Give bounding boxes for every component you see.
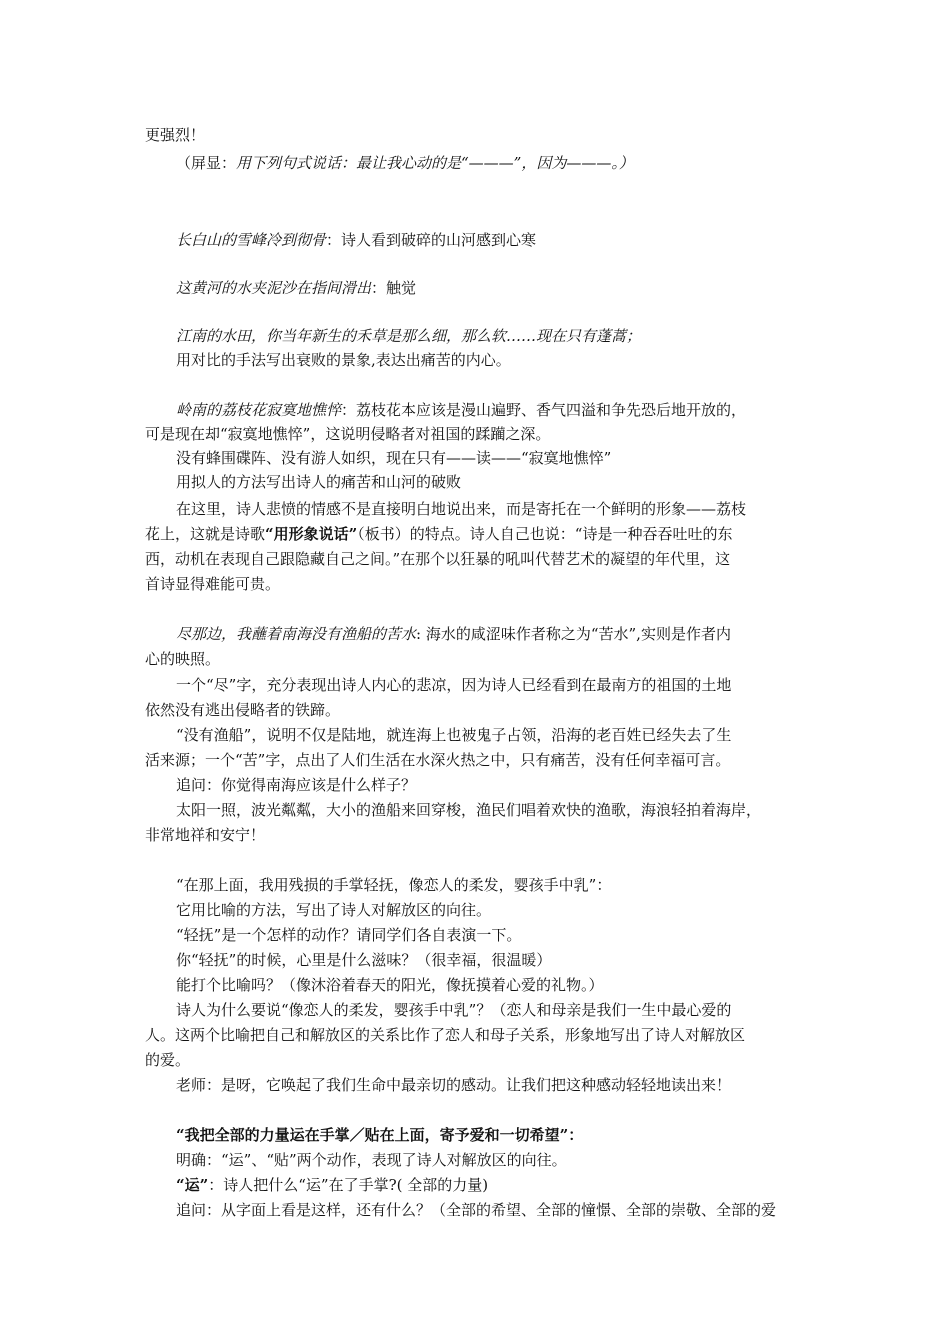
text-line: 一个“尽”字，充分表现出诗人内心的悲凉，因为诗人已经看到在最南方的祖国的土地 — [176, 676, 732, 694]
text-line: 可是现在却“寂寞地憔悴”，这说明侵略者对祖国的蹂躏之深。 — [145, 425, 551, 443]
text-line: 用拟人的方法写出诗人的痛苦和山河的破败 — [176, 473, 462, 491]
poem-line-liliang: “我把全部的力量运在手掌／贴在上面，寄予爱和一切希望”： — [176, 1126, 584, 1144]
poem-line-changbai: 长白山的雪峰冷到彻骨：诗人看到破碎的山河感到心寒 — [176, 231, 537, 249]
text-line: 明确：“运”、“贴”两个动作，表现了诗人对解放区的向往。 — [176, 1151, 567, 1169]
text-line: 的爱。 — [145, 1051, 191, 1069]
text-line: 没有蜂围碟阵、没有游人如织，现在只有——读——“寂寞地憔悴” — [176, 449, 612, 467]
text-line: 追问：你觉得南海应该是什么样子？ — [176, 776, 417, 794]
text-line: “轻抚”是一个怎样的动作？请同学们各自表演一下。 — [176, 926, 522, 944]
text-line: 人。这两个比喻把自己和解放区的关系比作了恋人和母子关系，形象地写出了诗人对解放区 — [145, 1026, 746, 1044]
text-line: 在这里，诗人悲愤的情感不是直接明白地说出来，而是寄托在一个鲜明的形象——荔枝 — [176, 500, 747, 518]
text-line: 更强烈！ — [145, 126, 206, 144]
screen-prompt-line: （屏显：用下列句式说话：最让我心动的是“———”，因为———。） — [176, 154, 634, 172]
text-line: 能打个比喻吗？（像沐浴着春天的阳光，像抚摸着心爱的礼物。） — [176, 976, 604, 994]
text-line: 你“轻抚”的时候，心里是什么滋味？（很幸福，很温暖） — [176, 951, 552, 969]
text-line: 依然没有逃出侵略者的铁蹄。 — [145, 701, 341, 719]
text-line: 活来源；一个“苦”字，点出了人们生活在水深火热之中，只有痛苦，没有任何幸福可言。 — [145, 751, 731, 769]
text-line: 诗人为什么要说“像恋人的柔发，婴孩手中乳”？（恋人和母亲是我们一生中最心爱的 — [176, 1001, 732, 1019]
text-line: 花上，这就是诗歌“用形象说话”（板书）的特点。诗人自己也说：“诗是一种吞吞吐吐的东 — [145, 525, 733, 543]
poem-line-nanhai: 尽那边，我蘸着南海没有渔船的苦水: 海水的咸涩味作者称之为“苦水”,实则是作者内 — [176, 625, 731, 643]
poem-line-jiangnan: 江南的水田，你当年新生的禾草是那么细，那么软……现在只有蓬蒿； — [176, 327, 642, 345]
text-line: 西，动机在表现自己跟隐藏自己之间。”在那个以狂暴的吼叫代替艺术的凝望的年代里，这 — [145, 550, 731, 568]
text-line: 用对比的手法写出衰败的景象,表达出痛苦的内心。 — [176, 351, 511, 369]
poem-line-lingnan: 岭南的荔枝花寂寞地憔悴：荔枝花本应该是漫山遍野、香气四溢和争先恐后地开放的， — [176, 401, 747, 419]
text-line: 心的映照。 — [145, 650, 221, 668]
text-line: “没有渔船”，说明不仅是陆地，就连海上也被鬼子占领，沿海的老百姓已经失去了生 — [176, 726, 732, 744]
poem-line-huanghe: 这黄河的水夹泥沙在指间滑出：触觉 — [176, 279, 417, 297]
poem-line-qingfu: “在那上面，我用残损的手掌轻抚，像恋人的柔发，婴孩手中乳”： — [176, 876, 612, 894]
text-line: 老师：是呀，它唤起了我们生命中最亲切的感动。让我们把这种感动轻轻地读出来！ — [176, 1076, 732, 1094]
text-line: 它用比喻的方法，写出了诗人对解放区的向往。 — [176, 901, 492, 919]
text-line: 非常地祥和安宁！ — [145, 826, 266, 844]
text-line: 追问：从字面上看是这样，还有什么？（全部的希望、全部的憧憬、全部的崇敬、全部的爱 — [176, 1201, 777, 1219]
text-line: “运”：诗人把什么“运”在了手掌?( 全部的力量) — [176, 1176, 489, 1194]
text-line: 太阳一照，波光粼粼，大小的渔船来回穿梭，渔民们唱着欢快的渔歌，海浪轻拍着海岸， — [176, 801, 762, 819]
text-line: 首诗显得难能可贵。 — [145, 575, 281, 593]
